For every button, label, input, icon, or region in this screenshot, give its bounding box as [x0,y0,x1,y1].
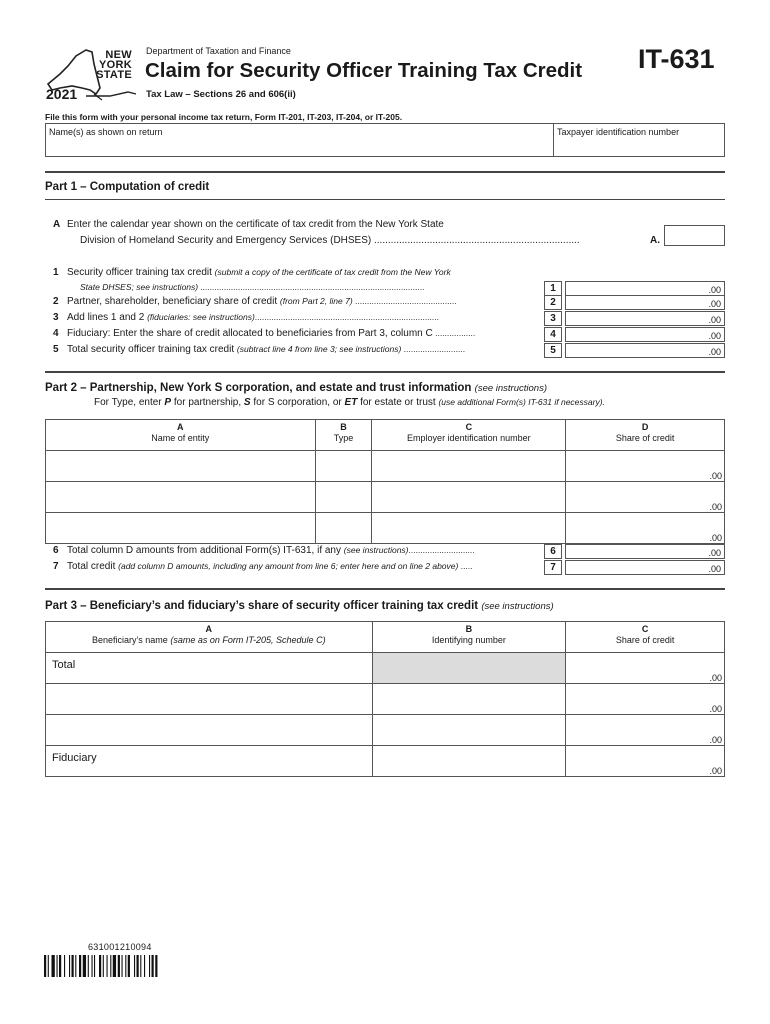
table-row [46,715,725,746]
fiduciary-share-input[interactable]: .00 [566,746,725,777]
line-1-number: 1 [544,281,562,296]
line-a-box-label: A. [650,235,660,246]
beneficiary-row-label: Total [46,653,373,684]
logo-word-3: STATE [96,69,132,81]
entity-type-input[interactable] [315,513,372,544]
shaded-cell [372,653,566,684]
line-5-text: 5 Total security officer training tax credit (subtract line 4 from line 3; see instructions) .......................... [53,344,466,355]
entity-type-input[interactable] [315,482,372,513]
beneficiary-id-input[interactable] [372,715,566,746]
nys-logo [42,44,142,102]
table-row [46,746,725,777]
tin-field[interactable] [554,124,724,156]
name-field[interactable] [46,124,554,156]
line-7-number: 7 [544,560,562,575]
part2-heading-note: (see instructions) [474,383,547,394]
entity-name-input[interactable] [46,451,316,482]
line-1-text: 1 Security officer training tax credit (submit a copy of the certificate of tax credit from the New York [53,267,451,278]
part3-header-row [46,622,725,653]
line-5-number: 5 [544,343,562,358]
file-instruction: File this form with your personal income tax return, Form IT-201, IT-203, IT-204, or IT-205. [45,112,403,122]
fiduciary-id-input[interactable] [372,746,566,777]
logo-word-1: NEW [105,49,132,61]
entity-ein-input[interactable] [372,451,566,482]
form-title: Claim for Security Officer Training Tax Credit [145,59,583,82]
table-row [46,513,725,544]
fiduciary-row-label: Fiduciary [46,746,373,777]
part1-heading-rule [45,199,725,200]
barcode-icon [44,955,194,977]
name-label: Name(s) as shown on return [49,127,163,137]
line-7-amount[interactable]: .00 [565,560,725,575]
entity-ein-input[interactable] [372,513,566,544]
line-4-amount[interactable]: .00 [565,327,725,342]
entity-name-input[interactable] [46,482,316,513]
id-section [45,123,725,157]
part2-heading-wrap [45,382,547,394]
part3-heading: Part 3 – Beneficiary’s and fiduciary’s share of security officer training tax credit [45,600,479,612]
line-6-number: 6 [544,544,562,559]
department-name: Department of Taxation and Finance [146,46,291,56]
entity-share-input[interactable]: .00 [566,482,725,513]
beneficiary-share-input[interactable]: .00 [566,715,725,746]
logo-word-2: YORK [99,59,132,71]
part3-top-rule [45,588,725,590]
line-1-amount[interactable]: .00 [565,281,725,296]
part2-heading: Part 2 – Partnership, New York S corporation, and estate and trust information [45,382,472,394]
line-a-letter: A [53,219,61,230]
form-number: IT-631 [638,44,715,74]
part2-header-row [46,420,725,451]
entity-name-input[interactable] [46,513,316,544]
line-3-amount[interactable]: .00 [565,311,725,326]
p3-col-b-header: B Identifying number [372,622,566,653]
entity-ein-input[interactable] [372,482,566,513]
table-row [46,451,725,482]
part2-type-note: For Type, enter P for partnership, S for S corporation, or ET for estate or trust (use additional Form(s) IT-631 if necessary). [94,397,605,408]
p3-col-a-header: A Beneficiary’s name (same as on Form IT-205, Schedule C) [46,622,373,653]
beneficiary-share-input[interactable]: .00 [566,684,725,715]
line-4-number: 4 [544,327,562,342]
p2-col-a-header: A Name of entity [46,420,316,451]
line-6-text: 6 Total column D amounts from additional Form(s) IT-631, if any (see instructions)............................ [53,545,475,556]
line-2-number: 2 [544,295,562,310]
entity-share-input[interactable]: .00 [566,513,725,544]
line-4-text: 4 Fiduciary: Enter the share of credit allocated to beneficiaries from Part 3, column C ................. [53,328,476,339]
beneficiary-share-input[interactable]: .00 [566,653,725,684]
beneficiary-name-input[interactable] [46,715,373,746]
part1-heading: Part 1 – Computation of credit [45,181,210,193]
line-3-text: 3 Add lines 1 and 2 (fiduciaries: see instructions).............................................................................. [53,312,439,323]
tin-label: Taxpayer identification number [557,127,680,137]
p2-col-c-header: C Employer identification number [372,420,566,451]
line-7-text: 7 Total credit (add column D amounts, including any amount from line 6; enter here and on line 2 above) ..... [53,561,473,572]
table-row [46,684,725,715]
line-a-year-input[interactable] [664,225,725,246]
line-6-amount[interactable]: .00 [565,544,725,559]
beneficiary-name-input[interactable] [46,684,373,715]
line-a-text2: Division of Homeland Security and Emergency Services (DHSES) .......................................................................... [80,235,580,246]
p2-col-d-header: D Share of credit [566,420,725,451]
line-1-text-continued: State DHSES; see instructions) ............................................................................................... [80,282,425,292]
part1-top-rule [45,171,725,173]
part2-top-rule [45,371,725,373]
line-a-text1: A Enter the calendar year shown on the certificate of tax credit from the New York State [53,219,444,230]
p2-col-b-header: B Type [315,420,372,451]
part3-table [45,621,725,777]
p3-col-c-header: C Share of credit [566,622,725,653]
tax-law-reference: Tax Law – Sections 26 and 606(ii) [146,89,296,100]
entity-share-input[interactable]: .00 [566,451,725,482]
beneficiary-id-input[interactable] [372,684,566,715]
line-5-amount[interactable]: .00 [565,343,725,358]
form-year: 2021 [46,86,78,102]
entity-type-input[interactable] [315,451,372,482]
table-row [46,482,725,513]
line-3-number: 3 [544,311,562,326]
part3-heading-wrap [45,600,554,612]
table-row [46,653,725,684]
part3-heading-note: (see instructions) [481,601,554,612]
barcode [44,955,194,977]
form-code: 631001210094 [88,942,152,952]
part2-table [45,419,725,544]
line-2-text: 2 Partner, shareholder, beneficiary share of credit (from Part 2, line 7) ........................................... [53,296,457,307]
line-2-amount[interactable]: .00 [565,295,725,310]
